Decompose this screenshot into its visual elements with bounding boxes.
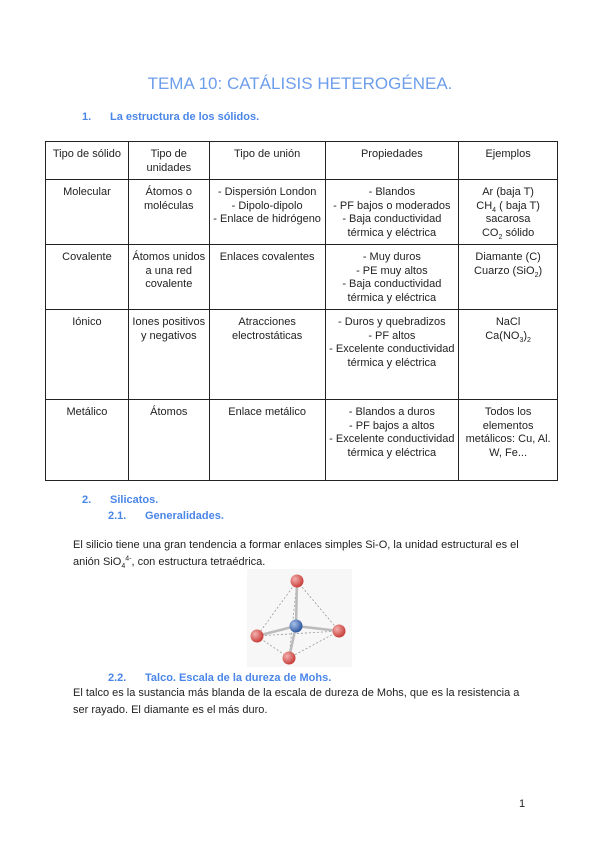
section-label: Silicatos.	[110, 494, 159, 506]
section-number: 2.2.	[108, 672, 127, 684]
text: CH	[476, 199, 493, 212]
line: Diamante (C)	[475, 251, 541, 263]
cell-tipo: Iónico	[46, 310, 129, 400]
subscript: 2	[534, 271, 539, 279]
subscript: 4	[121, 563, 126, 571]
line: sacarosa	[485, 213, 531, 225]
table-row	[46, 400, 558, 481]
paragraph-silicio	[73, 537, 533, 571]
table-row	[46, 180, 558, 245]
cell-unidades: Iones positivos y negativos	[128, 310, 209, 400]
line	[462, 200, 554, 214]
text: CO	[481, 226, 499, 239]
line	[462, 265, 554, 279]
cell-propiedades	[325, 400, 459, 481]
header-cell: Propiedades	[325, 142, 459, 180]
line: - Excelente conductividad térmica y eléctrica	[329, 343, 455, 369]
oxygen-atom-icon	[251, 630, 264, 643]
text: sólido	[502, 226, 535, 239]
line: - PE muy altos	[356, 264, 428, 277]
section-label: Generalidades.	[145, 510, 224, 522]
cell-unidades: Átomos o moléculas	[128, 180, 209, 245]
cell-ejemplos	[459, 310, 558, 400]
section-number: 2.	[82, 494, 92, 506]
cell-propiedades	[325, 245, 459, 310]
line: Enlaces covalentes	[219, 251, 315, 263]
line: - Dispersión London	[217, 186, 317, 198]
line: Todos los elementos metálicos: Cu, Al. W, Fe...	[465, 406, 551, 459]
table-row	[46, 245, 558, 310]
page-number: 1	[519, 798, 526, 810]
header-cell: Tipo de unidades	[128, 142, 209, 180]
cell-ejemplos	[459, 245, 558, 310]
cell-unidades: Átomos	[128, 400, 209, 481]
text: )	[538, 264, 543, 277]
line: - Blandos a duros	[348, 406, 435, 418]
paragraph-talco: El talco es la sustancia más blanda de la escala de dureza de Mohs, que es la resistencia a ser rayado. El diamante es el más duro.	[73, 687, 520, 716]
oxygen-atom-icon	[291, 575, 304, 588]
cell-ejemplos	[459, 400, 558, 481]
tetrahedron-figure	[247, 569, 352, 667]
subscript: 2	[527, 336, 531, 344]
silicon-atom-icon	[290, 620, 303, 633]
subscript: 3	[519, 336, 524, 344]
cell-unidades: Átomos unidos a una red covalente	[128, 245, 209, 310]
oxygen-atom-icon	[283, 652, 296, 665]
cell-tipo: Covalente	[46, 245, 129, 310]
table-row	[46, 310, 558, 400]
text: Ca(NO	[485, 329, 520, 342]
line: - Duros y quebradizos	[338, 316, 446, 328]
section-label: La estructura de los sólidos.	[110, 111, 260, 123]
line: - Dipolo-dipolo	[231, 199, 303, 212]
text: ( baja T)	[496, 199, 540, 212]
cell-tipo: Molecular	[46, 180, 129, 245]
superscript: 4-	[125, 555, 132, 563]
section-2-1-heading	[108, 510, 224, 522]
subscript: 4	[492, 206, 497, 214]
cell-union	[209, 400, 325, 481]
header-cell: Tipo de sólido	[46, 142, 129, 180]
line: Ar (baja T)	[482, 186, 534, 198]
oxygen-atom-icon	[333, 625, 346, 638]
section-number: 1.	[82, 111, 92, 123]
table-header-row	[46, 142, 558, 180]
line	[462, 330, 554, 344]
line: - Enlace de hidrógeno	[213, 213, 321, 225]
document-title: TEMA 10: CATÁLISIS HETEROGÉNEA.	[147, 74, 453, 93]
text: Cuarzo (SiO	[474, 264, 535, 277]
line: - Blandos	[368, 186, 416, 198]
line: Atracciones electrostáticas	[231, 316, 303, 342]
solids-table	[45, 141, 558, 481]
text: , con estructura tetraédrica.	[131, 556, 266, 568]
line	[462, 227, 554, 241]
cell-union	[209, 245, 325, 310]
line: - PF altos	[368, 329, 416, 342]
cell-propiedades	[325, 310, 459, 400]
cell-union	[209, 310, 325, 400]
line: - Excelente conductividad térmica y eléctrica	[329, 433, 455, 459]
section-1-heading	[82, 111, 259, 123]
line: - Baja conductividad térmica y eléctrica	[342, 213, 442, 239]
section-2-heading	[82, 494, 158, 506]
section-number: 2.1.	[108, 510, 127, 522]
subscript: 2	[498, 233, 503, 241]
cell-union	[209, 180, 325, 245]
line: Enlace metálico	[228, 406, 306, 418]
header-cell: Ejemplos	[459, 142, 558, 180]
line: - PF bajos o moderados	[333, 199, 451, 212]
section-2-2-heading	[108, 672, 331, 684]
section-label: Talco. Escala de la dureza de Mohs.	[145, 672, 332, 684]
header-cell: Tipo de unión	[209, 142, 325, 180]
line: - PF bajos a altos	[349, 419, 435, 432]
text: )	[523, 329, 528, 342]
cell-ejemplos	[459, 180, 558, 245]
cell-propiedades	[325, 180, 459, 245]
line: - Muy duros	[362, 251, 421, 263]
cell-tipo: Metálico	[46, 400, 129, 481]
line: - Baja conductividad térmica y eléctrica	[342, 278, 442, 304]
line: NaCl	[495, 316, 521, 328]
text: El silicio tiene una gran tendencia a formar enlaces simples Si-O, la unidad estructural es el anión SiO	[73, 539, 519, 568]
